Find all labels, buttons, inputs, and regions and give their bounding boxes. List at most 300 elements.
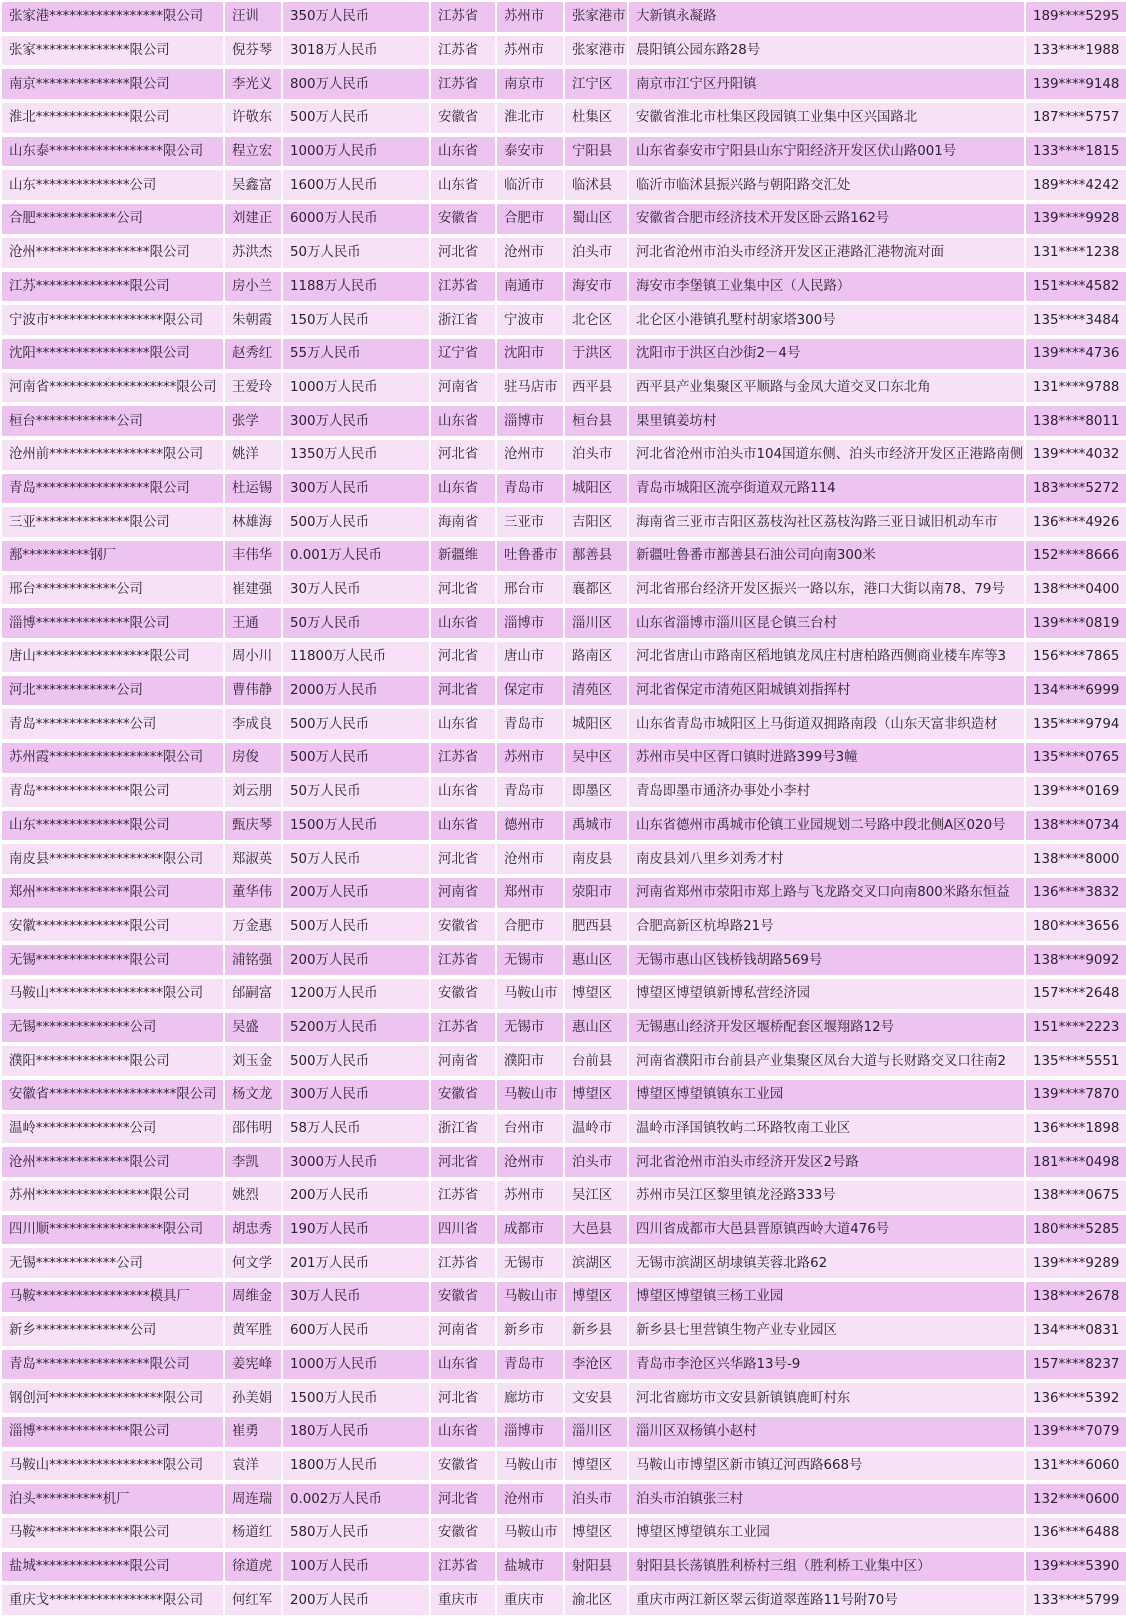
registered-capital-cell: 100万人民币 <box>283 1552 431 1586</box>
legal-person-cell: 徐道虎 <box>225 1552 283 1586</box>
company-name-cell: 宁波市*****************限公司 <box>2 305 225 339</box>
table-row <box>2 912 1126 946</box>
province-cell: 江苏省 <box>431 69 497 103</box>
address-cell: 沈阳市于洪区白沙街2－4号 <box>629 339 1026 373</box>
province-cell: 浙江省 <box>431 1114 497 1148</box>
table-row <box>2 1080 1126 1114</box>
registered-capital-cell: 2000万人民币 <box>283 676 431 710</box>
table-row <box>2 36 1126 70</box>
table-row <box>2 373 1126 407</box>
table-row <box>2 642 1126 676</box>
city-cell: 三亚市 <box>497 507 565 541</box>
company-name-cell: 青岛**************限公司 <box>2 777 225 811</box>
address-cell: 河北省保定市清苑区阳城镇刘指挥村 <box>629 676 1026 710</box>
address-cell: 河北省唐山市路南区稻地镇龙凤庄村唐柏路西侧商业楼车库等3 <box>629 642 1026 676</box>
city-cell: 马鞍山市 <box>497 1080 565 1114</box>
province-cell: 安徽省 <box>431 1451 497 1485</box>
legal-person-cell: 房小兰 <box>225 272 283 306</box>
table-row <box>2 1552 1126 1586</box>
province-cell: 河北省 <box>431 1383 497 1417</box>
city-cell: 马鞍山市 <box>497 1518 565 1552</box>
address-cell: 西平县产业集聚区平顺路与金凤大道交叉口东北角 <box>629 373 1026 407</box>
county-cell: 泊头市 <box>565 238 629 272</box>
registered-capital-cell: 1000万人民币 <box>283 137 431 171</box>
legal-person-cell: 何文学 <box>225 1248 283 1282</box>
registered-capital-cell: 150万人民币 <box>283 305 431 339</box>
registered-capital-cell: 800万人民币 <box>283 69 431 103</box>
company-name-cell: 沧州**************限公司 <box>2 1147 225 1181</box>
province-cell: 江苏省 <box>431 1013 497 1047</box>
table-row <box>2 575 1126 609</box>
county-cell: 泊头市 <box>565 1484 629 1518</box>
company-name-cell: 河北************公司 <box>2 676 225 710</box>
legal-person-cell: 甄庆琴 <box>225 811 283 845</box>
county-cell: 李沧区 <box>565 1350 629 1384</box>
table-row <box>2 406 1126 440</box>
province-cell: 河北省 <box>431 440 497 474</box>
province-cell: 河北省 <box>431 575 497 609</box>
phone-cell: 138****0734 <box>1026 811 1126 845</box>
company-name-cell: 温岭**************公司 <box>2 1114 225 1148</box>
city-cell: 盐城市 <box>497 1552 565 1586</box>
province-cell: 山东省 <box>431 170 497 204</box>
company-name-cell: 苏州霞*****************限公司 <box>2 743 225 777</box>
registered-capital-cell: 58万人民币 <box>283 1114 431 1148</box>
city-cell: 驻马店市 <box>497 373 565 407</box>
address-cell: 南皮县刘八里乡刘秀才村 <box>629 844 1026 878</box>
county-cell: 新乡县 <box>565 1316 629 1350</box>
registered-capital-cell: 1350万人民币 <box>283 440 431 474</box>
legal-person-cell: 孙美娟 <box>225 1383 283 1417</box>
county-cell: 泊头市 <box>565 440 629 474</box>
company-table <box>2 2 1126 1619</box>
company-name-cell: 青岛*****************限公司 <box>2 1350 225 1384</box>
phone-cell: 138****9092 <box>1026 945 1126 979</box>
address-cell: 温岭市泽国镇牧屿二环路牧南工业区 <box>629 1114 1026 1148</box>
legal-person-cell: 邵伟明 <box>225 1114 283 1148</box>
legal-person-cell: 万金惠 <box>225 912 283 946</box>
county-cell: 蜀山区 <box>565 204 629 238</box>
phone-cell: 157****8237 <box>1026 1350 1126 1384</box>
company-name-cell: 淄博**************限公司 <box>2 608 225 642</box>
city-cell: 无锡市 <box>497 1248 565 1282</box>
company-name-cell: 濮阳**************限公司 <box>2 1046 225 1080</box>
company-name-cell: 江苏**************限公司 <box>2 272 225 306</box>
company-name-cell: 青岛*****************限公司 <box>2 474 225 508</box>
table-row <box>2 204 1126 238</box>
registered-capital-cell: 50万人民币 <box>283 238 431 272</box>
phone-cell: 139****5390 <box>1026 1552 1126 1586</box>
table-row <box>2 1518 1126 1552</box>
phone-cell: 139****7870 <box>1026 1080 1126 1114</box>
city-cell: 沧州市 <box>497 238 565 272</box>
county-cell: 射阳县 <box>565 1552 629 1586</box>
province-cell: 江苏省 <box>431 945 497 979</box>
address-cell: 博望区博望镇三杨工业园 <box>629 1282 1026 1316</box>
address-cell: 河北省沧州市泊头市经济开发区2号路 <box>629 1147 1026 1181</box>
legal-person-cell: 袁洋 <box>225 1451 283 1485</box>
table-body <box>2 2 1126 1619</box>
address-cell: 重庆市两江新区翠云街道翠莲路11号附70号 <box>629 1585 1026 1619</box>
company-name-cell: 南皮县*****************限公司 <box>2 844 225 878</box>
phone-cell: 136****4926 <box>1026 507 1126 541</box>
table-row <box>2 1417 1126 1451</box>
company-name-cell: 唐山*****************限公司 <box>2 642 225 676</box>
address-cell: 无锡市惠山区钱桥钱胡路569号 <box>629 945 1026 979</box>
address-cell: 海安市李堡镇工业集中区（人民路） <box>629 272 1026 306</box>
registered-capital-cell: 201万人民币 <box>283 1248 431 1282</box>
address-cell: 山东省淄博市淄川区昆仑镇三台村 <box>629 608 1026 642</box>
address-cell: 博望区博望镇新博私营经济园 <box>629 979 1026 1013</box>
phone-cell: 135****9794 <box>1026 709 1126 743</box>
province-cell: 安徽省 <box>431 912 497 946</box>
table-row <box>2 170 1126 204</box>
legal-person-cell: 苏洪杰 <box>225 238 283 272</box>
county-cell: 惠山区 <box>565 945 629 979</box>
phone-cell: 132****0600 <box>1026 1484 1126 1518</box>
legal-person-cell: 林雄海 <box>225 507 283 541</box>
address-cell: 四川省成都市大邑县晋原镇西岭大道476号 <box>629 1215 1026 1249</box>
county-cell: 台前县 <box>565 1046 629 1080</box>
phone-cell: 138****8000 <box>1026 844 1126 878</box>
company-name-cell: 三亚**************限公司 <box>2 507 225 541</box>
county-cell: 博望区 <box>565 1282 629 1316</box>
table-row <box>2 709 1126 743</box>
city-cell: 苏州市 <box>497 1181 565 1215</box>
city-cell: 宁波市 <box>497 305 565 339</box>
table-row <box>2 945 1126 979</box>
city-cell: 沧州市 <box>497 1484 565 1518</box>
table-row <box>2 1484 1126 1518</box>
city-cell: 唐山市 <box>497 642 565 676</box>
company-name-cell: 南京**************限公司 <box>2 69 225 103</box>
county-cell: 路南区 <box>565 642 629 676</box>
phone-cell: 139****4032 <box>1026 440 1126 474</box>
county-cell: 城阳区 <box>565 709 629 743</box>
legal-person-cell: 浦铭强 <box>225 945 283 979</box>
table-row <box>2 440 1126 474</box>
legal-person-cell: 郑淑英 <box>225 844 283 878</box>
county-cell: 泊头市 <box>565 1147 629 1181</box>
city-cell: 淄博市 <box>497 1417 565 1451</box>
county-cell: 荥阳市 <box>565 878 629 912</box>
province-cell: 新疆维 <box>431 541 497 575</box>
registered-capital-cell: 300万人民币 <box>283 406 431 440</box>
registered-capital-cell: 1800万人民币 <box>283 1451 431 1485</box>
phone-cell: 187****5757 <box>1026 103 1126 137</box>
address-cell: 河北省沧州市泊头市104国道东侧、泊头市经济开发区正港路南侧 <box>629 440 1026 474</box>
address-cell: 南京市江宁区丹阳镇 <box>629 69 1026 103</box>
province-cell: 河北省 <box>431 676 497 710</box>
phone-cell: 133****1815 <box>1026 137 1126 171</box>
address-cell: 北仑区小港镇孔墅村胡家塔300号 <box>629 305 1026 339</box>
address-cell: 合肥高新区杭埠路21号 <box>629 912 1026 946</box>
county-cell: 博望区 <box>565 1451 629 1485</box>
address-cell: 泊头市泊镇张三村 <box>629 1484 1026 1518</box>
phone-cell: 139****9928 <box>1026 204 1126 238</box>
registered-capital-cell: 50万人民币 <box>283 608 431 642</box>
table-row <box>2 676 1126 710</box>
phone-cell: 134****6999 <box>1026 676 1126 710</box>
legal-person-cell: 朱朝霞 <box>225 305 283 339</box>
phone-cell: 139****9289 <box>1026 1248 1126 1282</box>
city-cell: 临沂市 <box>497 170 565 204</box>
legal-person-cell: 李凯 <box>225 1147 283 1181</box>
province-cell: 山东省 <box>431 137 497 171</box>
phone-cell: 131****9788 <box>1026 373 1126 407</box>
county-cell: 吴中区 <box>565 743 629 777</box>
address-cell: 安徽省淮北市杜集区段园镇工业集中区兴国路北 <box>629 103 1026 137</box>
legal-person-cell: 吴盛 <box>225 1013 283 1047</box>
province-cell: 河北省 <box>431 1147 497 1181</box>
legal-person-cell: 崔建强 <box>225 575 283 609</box>
province-cell: 山东省 <box>431 709 497 743</box>
phone-cell: 180****5285 <box>1026 1215 1126 1249</box>
county-cell: 襄都区 <box>565 575 629 609</box>
table-row <box>2 1585 1126 1619</box>
registered-capital-cell: 55万人民币 <box>283 339 431 373</box>
registered-capital-cell: 1500万人民币 <box>283 811 431 845</box>
province-cell: 河南省 <box>431 1046 497 1080</box>
county-cell: 大邑县 <box>565 1215 629 1249</box>
province-cell: 江苏省 <box>431 1248 497 1282</box>
legal-person-cell: 周小川 <box>225 642 283 676</box>
legal-person-cell: 赵秀红 <box>225 339 283 373</box>
legal-person-cell: 崔勇 <box>225 1417 283 1451</box>
province-cell: 河北省 <box>431 1484 497 1518</box>
county-cell: 渝北区 <box>565 1585 629 1619</box>
company-name-cell: 山东**************限公司 <box>2 811 225 845</box>
city-cell: 马鞍山市 <box>497 1451 565 1485</box>
county-cell: 滨湖区 <box>565 1248 629 1282</box>
province-cell: 江苏省 <box>431 1181 497 1215</box>
phone-cell: 136****5392 <box>1026 1383 1126 1417</box>
city-cell: 沧州市 <box>497 440 565 474</box>
phone-cell: 135****3484 <box>1026 305 1126 339</box>
address-cell: 青岛市城阳区流亭街道双元路114 <box>629 474 1026 508</box>
legal-person-cell: 胡忠秀 <box>225 1215 283 1249</box>
registered-capital-cell: 1600万人民币 <box>283 170 431 204</box>
company-name-cell: 邢台************公司 <box>2 575 225 609</box>
county-cell: 桓台县 <box>565 406 629 440</box>
city-cell: 郑州市 <box>497 878 565 912</box>
county-cell: 清苑区 <box>565 676 629 710</box>
address-cell: 河北省邢台经济开发区振兴一路以东，港口大街以南78、79号 <box>629 575 1026 609</box>
county-cell: 吉阳区 <box>565 507 629 541</box>
address-cell: 安徽省合肥市经济技术开发区卧云路162号 <box>629 204 1026 238</box>
city-cell: 苏州市 <box>497 743 565 777</box>
registered-capital-cell: 500万人民币 <box>283 743 431 777</box>
address-cell: 河北省沧州市泊头市经济开发区正港路汇港物流对面 <box>629 238 1026 272</box>
county-cell: 温岭市 <box>565 1114 629 1148</box>
company-name-cell: 张家港*****************限公司 <box>2 2 225 36</box>
table-row <box>2 1248 1126 1282</box>
registered-capital-cell: 500万人民币 <box>283 1046 431 1080</box>
province-cell: 河南省 <box>431 1316 497 1350</box>
company-name-cell: 青岛**************公司 <box>2 709 225 743</box>
company-name-cell: 沧州*****************限公司 <box>2 238 225 272</box>
company-name-cell: 淮北**************限公司 <box>2 103 225 137</box>
company-name-cell: 安徽**************限公司 <box>2 912 225 946</box>
phone-cell: 151****2223 <box>1026 1013 1126 1047</box>
phone-cell: 138****0675 <box>1026 1181 1126 1215</box>
company-name-cell: 苏州*****************限公司 <box>2 1181 225 1215</box>
table-row <box>2 1282 1126 1316</box>
registered-capital-cell: 200万人民币 <box>283 1585 431 1619</box>
legal-person-cell: 黄军胜 <box>225 1316 283 1350</box>
table-row <box>2 777 1126 811</box>
table-row <box>2 743 1126 777</box>
phone-cell: 180****3656 <box>1026 912 1126 946</box>
province-cell: 重庆市 <box>431 1585 497 1619</box>
phone-cell: 151****4582 <box>1026 272 1126 306</box>
county-cell: 张家港市 <box>565 2 629 36</box>
address-cell: 河北省廊坊市文安县新镇镇鹿町村东 <box>629 1383 1026 1417</box>
table-row <box>2 305 1126 339</box>
city-cell: 马鞍山市 <box>497 979 565 1013</box>
phone-cell: 189****5295 <box>1026 2 1126 36</box>
registered-capital-cell: 0.002万人民币 <box>283 1484 431 1518</box>
address-cell: 青岛市李沧区兴华路13号-9 <box>629 1350 1026 1384</box>
company-name-cell: 淄博**************限公司 <box>2 1417 225 1451</box>
table-row <box>2 811 1126 845</box>
address-cell: 苏州市吴江区黎里镇龙泾路333号 <box>629 1181 1026 1215</box>
phone-cell: 152****8666 <box>1026 541 1126 575</box>
table-row <box>2 1215 1126 1249</box>
legal-person-cell: 姚洋 <box>225 440 283 474</box>
registered-capital-cell: 1000万人民币 <box>283 1350 431 1384</box>
company-name-cell: 安徽省*******************限公司 <box>2 1080 225 1114</box>
registered-capital-cell: 1188万人民币 <box>283 272 431 306</box>
table-row <box>2 844 1126 878</box>
phone-cell: 139****7079 <box>1026 1417 1126 1451</box>
legal-person-cell: 周维金 <box>225 1282 283 1316</box>
legal-person-cell: 王爱玲 <box>225 373 283 407</box>
registered-capital-cell: 30万人民币 <box>283 575 431 609</box>
table-row <box>2 1147 1126 1181</box>
legal-person-cell: 张学 <box>225 406 283 440</box>
province-cell: 河南省 <box>431 373 497 407</box>
phone-cell: 136****1898 <box>1026 1114 1126 1148</box>
province-cell: 山东省 <box>431 811 497 845</box>
company-name-cell: 山东泰*****************限公司 <box>2 137 225 171</box>
table-row <box>2 878 1126 912</box>
county-cell: 吴江区 <box>565 1181 629 1215</box>
phone-cell: 138****2678 <box>1026 1282 1126 1316</box>
registered-capital-cell: 1500万人民币 <box>283 1383 431 1417</box>
county-cell: 江宁区 <box>565 69 629 103</box>
table-row <box>2 1350 1126 1384</box>
phone-cell: 135****5551 <box>1026 1046 1126 1080</box>
county-cell: 南皮县 <box>565 844 629 878</box>
legal-person-cell: 邰嗣富 <box>225 979 283 1013</box>
city-cell: 青岛市 <box>497 474 565 508</box>
county-cell: 淄川区 <box>565 1417 629 1451</box>
company-name-cell: 合肥************公司 <box>2 204 225 238</box>
table-row <box>2 608 1126 642</box>
province-cell: 山东省 <box>431 777 497 811</box>
table-row <box>2 1451 1126 1485</box>
phone-cell: 139****4736 <box>1026 339 1126 373</box>
company-name-cell: 重庆戈*****************限公司 <box>2 1585 225 1619</box>
address-cell: 山东省泰安市宁阳县山东宁阳经济开发区伏山路001号 <box>629 137 1026 171</box>
province-cell: 河南省 <box>431 878 497 912</box>
city-cell: 苏州市 <box>497 36 565 70</box>
city-cell: 淄博市 <box>497 608 565 642</box>
city-cell: 成都市 <box>497 1215 565 1249</box>
table-row <box>2 137 1126 171</box>
company-name-cell: 无锡**************公司 <box>2 1013 225 1047</box>
city-cell: 沈阳市 <box>497 339 565 373</box>
phone-cell: 133****1988 <box>1026 36 1126 70</box>
city-cell: 德州市 <box>497 811 565 845</box>
table-row <box>2 238 1126 272</box>
company-name-cell: 郑州**************限公司 <box>2 878 225 912</box>
address-cell: 新疆吐鲁番市鄯善县石油公司向南300米 <box>629 541 1026 575</box>
city-cell: 淄博市 <box>497 406 565 440</box>
company-name-cell: 鄯**********钢厂 <box>2 541 225 575</box>
company-name-cell: 沧州前*****************限公司 <box>2 440 225 474</box>
registered-capital-cell: 200万人民币 <box>283 878 431 912</box>
city-cell: 泰安市 <box>497 137 565 171</box>
city-cell: 保定市 <box>497 676 565 710</box>
legal-person-cell: 刘玉金 <box>225 1046 283 1080</box>
phone-cell: 139****0169 <box>1026 777 1126 811</box>
province-cell: 江苏省 <box>431 1552 497 1586</box>
table-row <box>2 979 1126 1013</box>
address-cell: 博望区博望镇东工业园 <box>629 1518 1026 1552</box>
registered-capital-cell: 1000万人民币 <box>283 373 431 407</box>
city-cell: 濮阳市 <box>497 1046 565 1080</box>
phone-cell: 181****0498 <box>1026 1147 1126 1181</box>
phone-cell: 135****0765 <box>1026 743 1126 777</box>
city-cell: 南通市 <box>497 272 565 306</box>
registered-capital-cell: 180万人民币 <box>283 1417 431 1451</box>
county-cell: 城阳区 <box>565 474 629 508</box>
address-cell: 无锡惠山经济开发区堰桥配套区堰翔路12号 <box>629 1013 1026 1047</box>
province-cell: 安徽省 <box>431 979 497 1013</box>
registered-capital-cell: 3018万人民币 <box>283 36 431 70</box>
legal-person-cell: 倪芬琴 <box>225 36 283 70</box>
company-name-cell: 马鞍**************限公司 <box>2 1518 225 1552</box>
address-cell: 青岛即墨市通济办事处小李村 <box>629 777 1026 811</box>
company-name-cell: 四川顺*****************限公司 <box>2 1215 225 1249</box>
county-cell: 宁阳县 <box>565 137 629 171</box>
city-cell: 新乡市 <box>497 1316 565 1350</box>
company-name-cell: 马鞍山*****************限公司 <box>2 979 225 1013</box>
city-cell: 青岛市 <box>497 1350 565 1384</box>
phone-cell: 136****6488 <box>1026 1518 1126 1552</box>
address-cell: 射阳县长荡镇胜利桥村三组（胜利桥工业集中区） <box>629 1552 1026 1586</box>
registered-capital-cell: 200万人民币 <box>283 945 431 979</box>
province-cell: 浙江省 <box>431 305 497 339</box>
legal-person-cell: 李光义 <box>225 69 283 103</box>
company-name-cell: 马鞍山*****************限公司 <box>2 1451 225 1485</box>
registered-capital-cell: 3000万人民币 <box>283 1147 431 1181</box>
legal-person-cell: 吴鑫富 <box>225 170 283 204</box>
phone-cell: 157****2648 <box>1026 979 1126 1013</box>
phone-cell: 136****3832 <box>1026 878 1126 912</box>
table-row <box>2 1383 1126 1417</box>
registered-capital-cell: 500万人民币 <box>283 103 431 137</box>
province-cell: 江苏省 <box>431 2 497 36</box>
address-cell: 河南省濮阳市台前县产业集聚区凤台大道与长财路交叉口往南2 <box>629 1046 1026 1080</box>
company-name-cell: 马鞍*****************模具厂 <box>2 1282 225 1316</box>
county-cell: 张家港市 <box>565 36 629 70</box>
phone-cell: 138****0400 <box>1026 575 1126 609</box>
province-cell: 安徽省 <box>431 1518 497 1552</box>
company-name-cell: 沈阳*****************限公司 <box>2 339 225 373</box>
